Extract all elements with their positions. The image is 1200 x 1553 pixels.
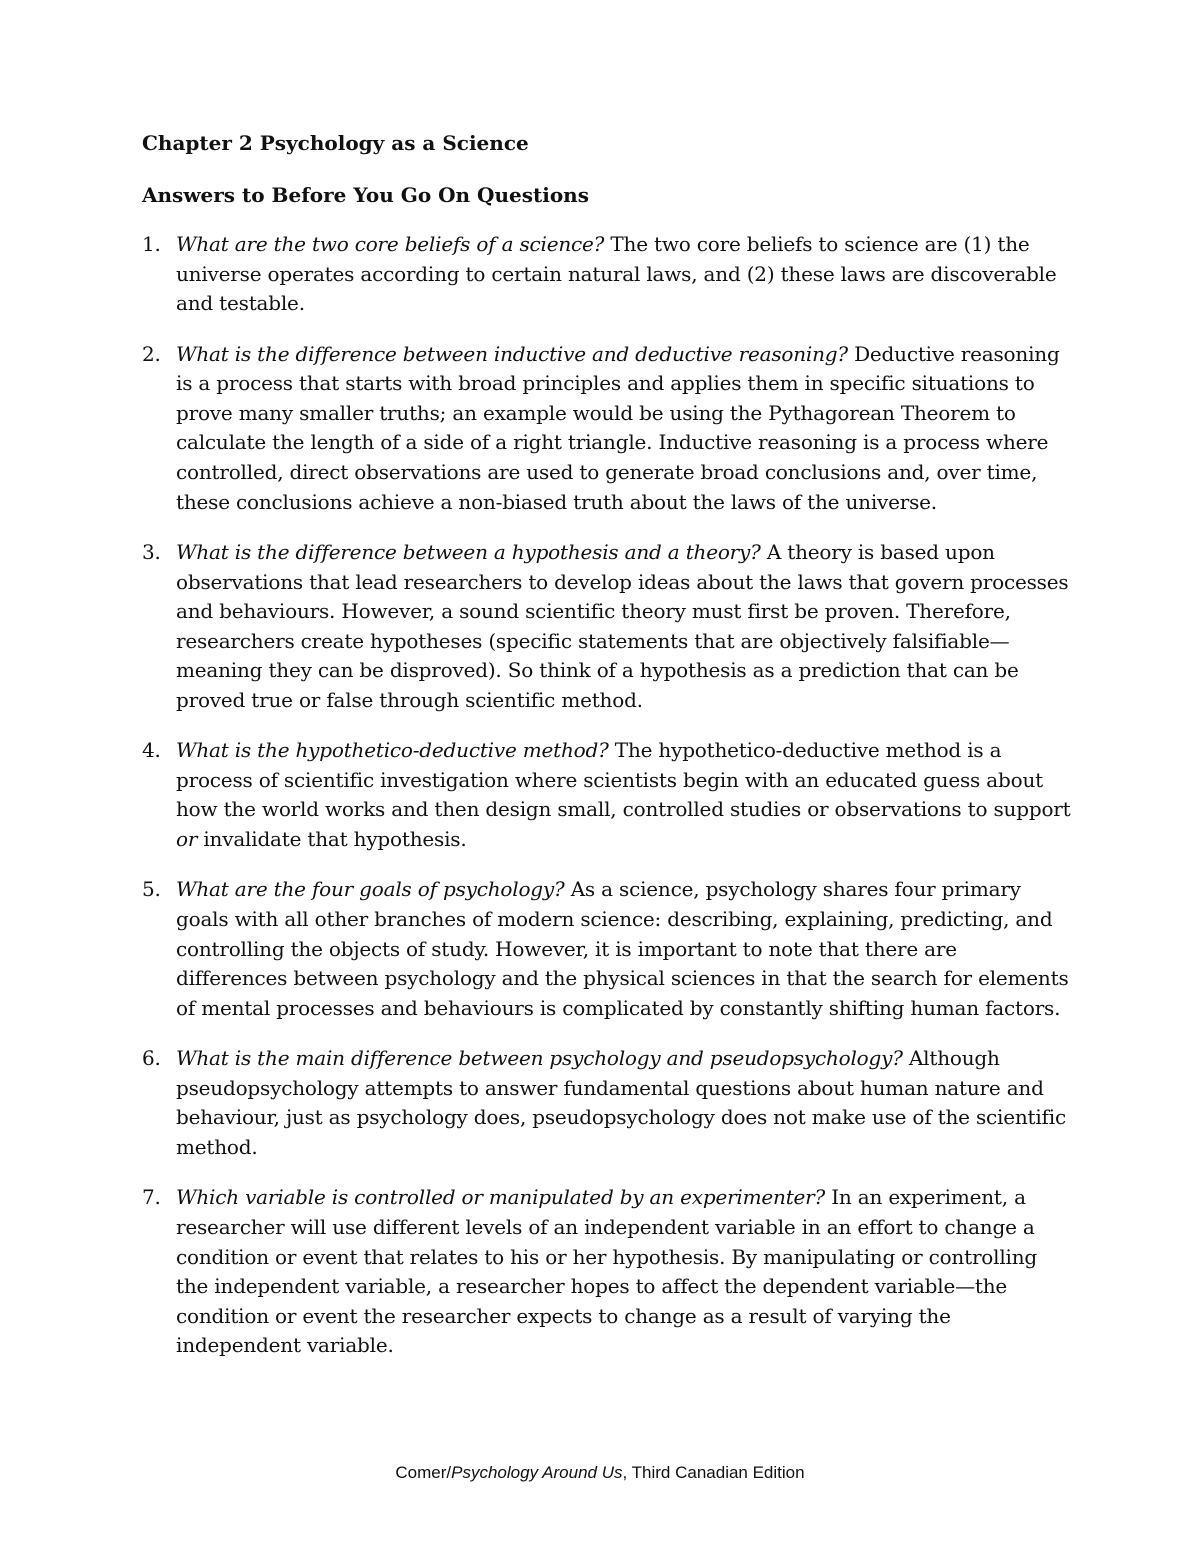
item-answer-part: invalidate that hypothesis. [197, 827, 467, 852]
section-heading: Answers to Before You Go On Questions [142, 183, 589, 207]
list-item [142, 1044, 1072, 1162]
item-number: 3. [142, 539, 161, 564]
list-item [142, 230, 1072, 319]
item-question: What is the difference between inductive and deductive reasoning? [176, 341, 848, 366]
item-number: 6. [142, 1046, 161, 1071]
item-number: 5. [142, 877, 161, 902]
list-item [142, 1183, 1072, 1361]
page-footer [0, 1461, 1200, 1485]
footer-author: Comer/ [395, 1463, 452, 1482]
item-number: 4. [142, 738, 161, 763]
item-question: What is the main difference between psychology and pseudopsychology? [176, 1046, 903, 1071]
list-item [142, 736, 1072, 854]
list-item [142, 875, 1072, 1023]
item-answer-part: The hypothetico-deductive method is a process of scientific investigation where scientists begin with an educated guess about how the world works and then design small, controlled studies or observations to support [176, 738, 1071, 822]
item-number: 1. [142, 232, 161, 256]
item-question: What are the four goals of psychology? [176, 877, 565, 902]
item-answer: In an experiment, a researcher will use different levels of an independent variable in an effort to change a condition or event that relates to his or her hypothesis. By manipulating or controlling the independent variable, a researcher hopes to affect the dependent variable—the condition or event the researcher expects to change as a result of varying the independent variable. [176, 1185, 1038, 1358]
list-item [142, 538, 1072, 716]
qa-list [142, 230, 1072, 1361]
item-question: Which variable is controlled or manipulated by an experimenter? [176, 1185, 826, 1210]
item-question: What is the hypothetico-deductive method? [176, 738, 609, 763]
item-answer: A theory is based upon observations that lead researchers to develop ideas about the laws that govern processes and behaviours. However, a sound scientific theory must first be proven. Therefore, researchers create hypotheses (specific statements that are objectively falsifiable—meaning they can be disproved). So think of a hypothesis as a prediction that can be proved true or false through scientific method. [176, 539, 1069, 712]
item-answer-emphasis: or [176, 827, 198, 852]
item-number: 7. [142, 1185, 161, 1210]
footer-edition: , Third Canadian Edition [622, 1463, 805, 1482]
item-answer: As a science, psychology shares four primary goals with all other branches of modern science: describing, explaining, predicting, and controlling the objects of study. However, it is important to note that there are differences between psychology and the physical sciences in that the search for elements of mental processes and behaviours is complicated by constantly shifting human factors. [176, 877, 1069, 1020]
item-answer: Although pseudopsychology attempts to answer fundamental questions about human nature and behaviour, just as psychology does, pseudopsychology does not make use of the scientific method. [176, 1046, 1066, 1160]
item-number: 2. [142, 341, 161, 366]
list-item [142, 340, 1072, 518]
footer-book-title: Psychology Around Us [451, 1463, 623, 1482]
item-question: What is the difference between a hypothesis and a theory? [176, 539, 761, 564]
chapter-title: Chapter 2 Psychology as a Science [142, 131, 529, 155]
document-body [142, 128, 1072, 1382]
item-answer: Deductive reasoning is a process that starts with broad principles and applies them in specific situations to prove many smaller truths; an example would be using the Pythagorean Theorem to calculate the length of a side of a right triangle. Inductive reasoning is a process where controlled, direct observations are used to generate broad conclusions and, over time, these conclusions achieve a non-biased truth about the laws of the universe. [176, 341, 1060, 514]
item-question: What are the two core beliefs of a science? [176, 232, 605, 256]
item-answer: The two core beliefs to science are (1) the universe operates according to certain natural laws, and (2) these laws are discoverable and testable. [176, 232, 1057, 316]
